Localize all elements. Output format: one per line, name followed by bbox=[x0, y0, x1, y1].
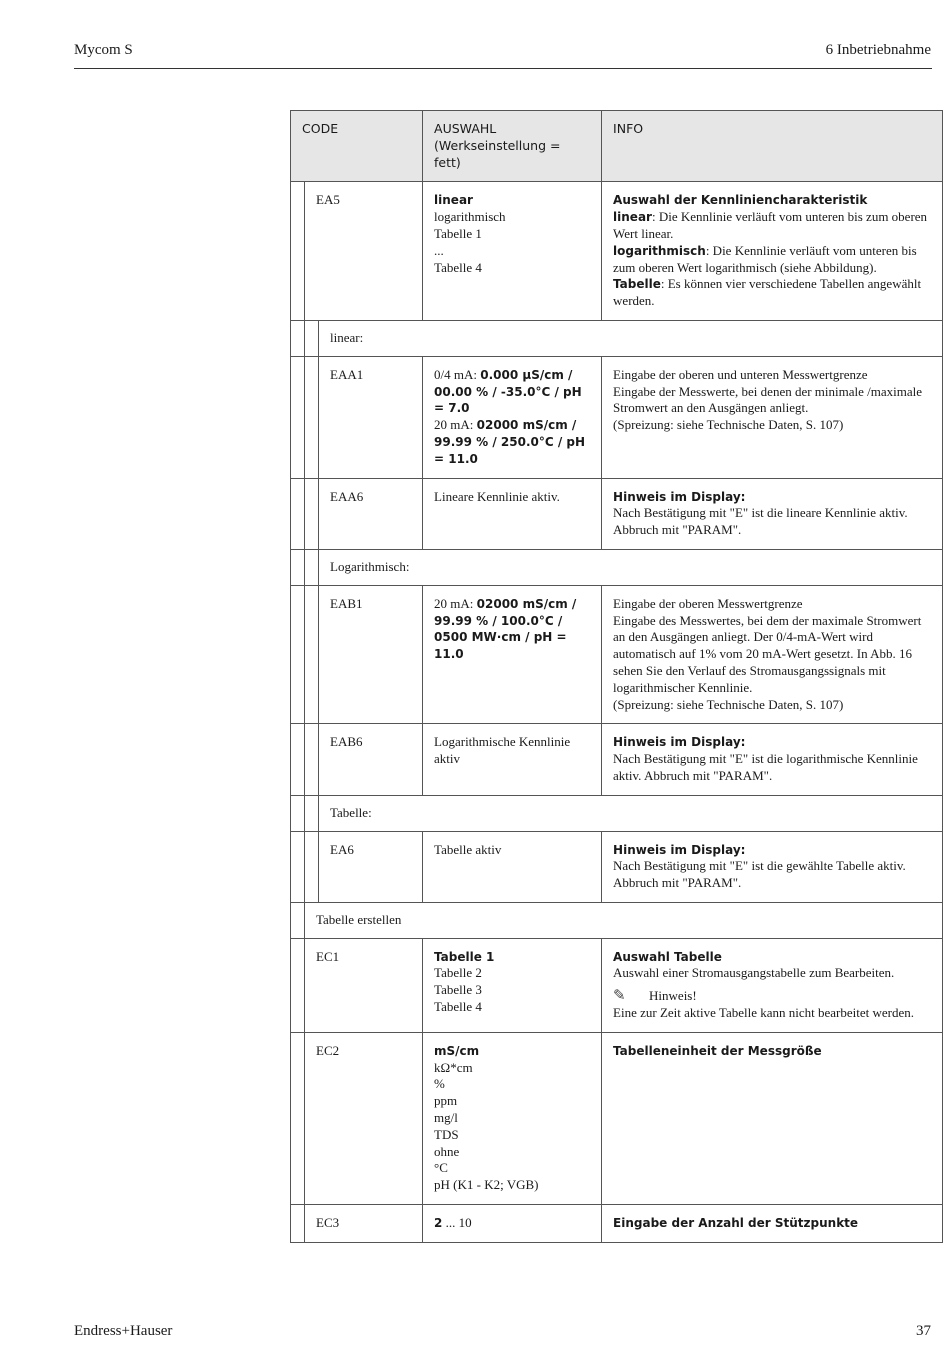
code-cell: EA5 bbox=[305, 182, 423, 321]
table-row bbox=[291, 1032, 943, 1204]
pencil-icon: ✎ bbox=[613, 988, 626, 1005]
parameter-table bbox=[290, 110, 943, 1243]
section-label-log: Logarithmisch: bbox=[319, 549, 943, 585]
info-cell: Eingabe der oberen und unteren Messwertgrenze Eingabe der Messwerte, bei denen der minimale /maximale Stromwert an den Ausgängen anliegt. (Spreizung: siehe Technische Daten, S. 107) bbox=[602, 356, 943, 478]
table-header-row bbox=[291, 111, 943, 182]
selection-cell: 0/4 mA: 0.000 µS/cm / 00.00 % / -35.0°C / pH = 7.0 20 mA: 02000 mS/cm / 99.99 % / 250.0°C / pH = 11.0 bbox=[423, 356, 602, 478]
info-cell: Hinweis im Display: Nach Bestätigung mit "E" ist die gewählte Tabelle aktiv. Abbruch mit "PARAM". bbox=[602, 831, 943, 902]
selection-cell: linear logarithmisch Tabelle 1 ... Tabelle 4 bbox=[423, 182, 602, 321]
info-cell: Auswahl der Kennliniencharakteristik linear: Die Kennlinie verläuft vom unteren bis zum oberen Wert linear. logarithmisch: Die Kennlinie verläuft vom unteren bis zum oberen Wert logarithmisch (siehe Abbildung). Tabelle: Es können vier verschiedene Tabellen angewählt werden. bbox=[602, 182, 943, 321]
section-row bbox=[291, 320, 943, 356]
info-cell: Eingabe der Anzahl der Stützpunkte bbox=[602, 1205, 943, 1243]
table-row bbox=[291, 1205, 943, 1243]
header-rule bbox=[74, 68, 932, 69]
code-cell: EC3 bbox=[305, 1205, 423, 1243]
code-cell: EAB6 bbox=[319, 724, 423, 795]
code-cell: EAB1 bbox=[319, 585, 423, 724]
section-row bbox=[291, 902, 943, 938]
table-row bbox=[291, 182, 943, 321]
header-chapter-title: 6 Inbetriebnahme bbox=[825, 42, 931, 58]
section-label-tabelle-erstellen: Tabelle erstellen bbox=[305, 902, 943, 938]
indent-cell bbox=[291, 182, 305, 321]
info-cell: Auswahl Tabelle Auswahl einer Stromausgangstabelle zum Bearbeiten. ✎ Hinweis! Eine zur Zeit aktive Tabelle kann nicht bearbeitet werden. bbox=[602, 938, 943, 1032]
col-header-auswahl: AUSWAHL (Werkseinstellung = fett) bbox=[423, 111, 602, 182]
table-row bbox=[291, 938, 943, 1032]
code-cell: EC2 bbox=[305, 1032, 423, 1204]
selection-cell: Tabelle 1 Tabelle 2 Tabelle 3 Tabelle 4 bbox=[423, 938, 602, 1032]
selection-cell: Logarithmische Kennlinie aktiv bbox=[423, 724, 602, 795]
section-row bbox=[291, 795, 943, 831]
code-cell: EA6 bbox=[319, 831, 423, 902]
table-row bbox=[291, 478, 943, 549]
footer-brand: Endress+Hauser bbox=[74, 1323, 173, 1339]
code-cell: EAA6 bbox=[319, 478, 423, 549]
section-label-linear: linear: bbox=[319, 320, 943, 356]
col-header-info: INFO bbox=[602, 111, 943, 182]
table-row bbox=[291, 831, 943, 902]
code-cell: EAA1 bbox=[319, 356, 423, 478]
header-manual-title: Mycom S bbox=[74, 42, 133, 58]
selection-cell: Lineare Kennlinie aktiv. bbox=[423, 478, 602, 549]
selection-cell: 20 mA: 02000 mS/cm / 99.99 % / 100.0°C / 0500 MW·cm / pH = 11.0 bbox=[423, 585, 602, 724]
selection-cell: mS/cm kΩ*cm % ppm mg/l TDS ohne °C pH (K1 - K2; VGB) bbox=[423, 1032, 602, 1204]
info-cell: Hinweis im Display: Nach Bestätigung mit "E" ist die lineare Kennlinie aktiv. Abbruch mit "PARAM". bbox=[602, 478, 943, 549]
table-row bbox=[291, 356, 943, 478]
table-row bbox=[291, 724, 943, 795]
section-row bbox=[291, 549, 943, 585]
info-cell: Tabelleneinheit der Messgröße bbox=[602, 1032, 943, 1204]
info-cell: Eingabe der oberen Messwertgrenze Eingabe des Messwertes, bei dem der maximale Stromwert an den Ausgängen anliegt. Der 0/4-mA-Wert wird automatisch auf 1% vom 20 mA-Wert gesetzt. In Abb. 16 sehen Sie den Verlauf des Stromausgangssignals mit logarithmischer Kennlinie. (Spreizung: siehe Technische Daten, S. 107) bbox=[602, 585, 943, 724]
selection-cell: 2 ... 10 bbox=[423, 1205, 602, 1243]
table-row bbox=[291, 585, 943, 724]
section-label-tabelle: Tabelle: bbox=[319, 795, 943, 831]
info-cell: Hinweis im Display: Nach Bestätigung mit "E" ist die logarithmische Kennlinie aktiv. Abbruch mit "PARAM". bbox=[602, 724, 943, 795]
page-number: 37 bbox=[916, 1323, 931, 1339]
selection-cell: Tabelle aktiv bbox=[423, 831, 602, 902]
code-cell: EC1 bbox=[305, 938, 423, 1032]
col-header-code: CODE bbox=[291, 111, 423, 182]
